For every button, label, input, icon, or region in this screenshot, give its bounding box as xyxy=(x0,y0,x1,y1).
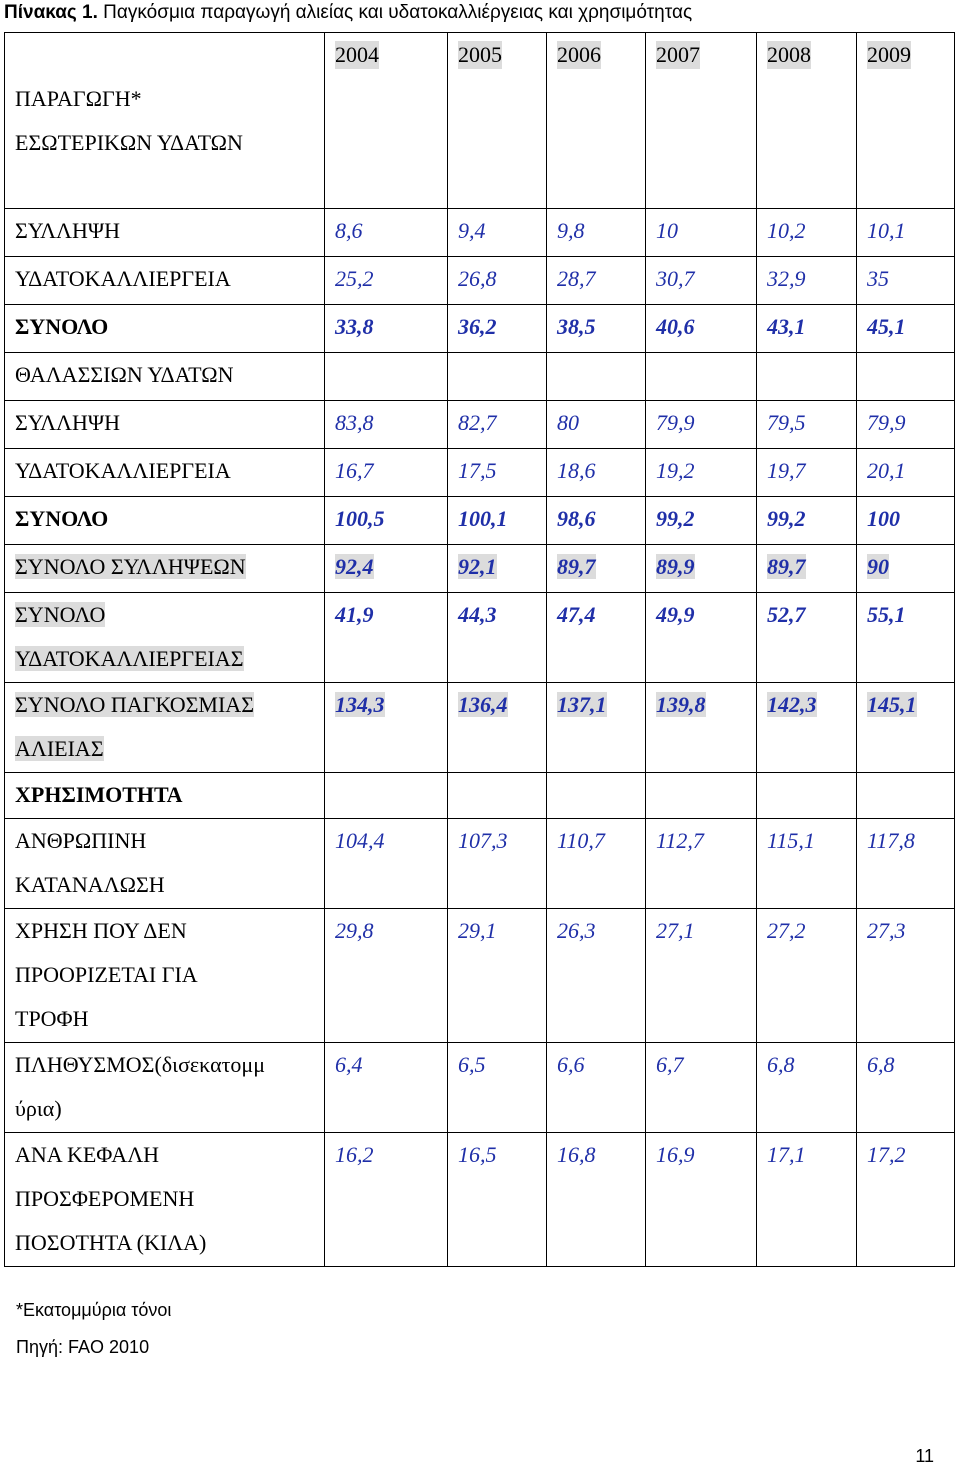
value-text: 80 xyxy=(557,410,579,435)
year-cell xyxy=(547,33,646,209)
row-label-cell xyxy=(5,497,325,545)
value-cell xyxy=(646,353,757,401)
value-cell xyxy=(448,819,547,909)
value-text: 92,1 xyxy=(458,554,497,579)
value-text: 52,7 xyxy=(767,602,806,627)
value-cell xyxy=(448,401,547,449)
value-text: 45,1 xyxy=(867,314,906,339)
value-cell xyxy=(857,257,955,305)
value-text: 92,4 xyxy=(335,554,374,579)
value-cell xyxy=(325,1043,448,1133)
year-cell xyxy=(448,33,547,209)
value-text: 117,8 xyxy=(867,828,915,853)
value-text: 6,6 xyxy=(557,1052,585,1077)
value-cell xyxy=(547,449,646,497)
value-text: 27,1 xyxy=(656,918,695,943)
value-text: 47,4 xyxy=(557,602,596,627)
row-label: ύρια) xyxy=(15,1096,62,1121)
row-label-cell xyxy=(5,1133,325,1267)
value-cell xyxy=(646,497,757,545)
value-cell xyxy=(857,819,955,909)
value-text: 79,5 xyxy=(767,410,806,435)
value-text: 6,7 xyxy=(656,1052,684,1077)
value-cell xyxy=(325,909,448,1043)
value-text: 26,8 xyxy=(458,266,497,291)
value-cell xyxy=(757,773,857,819)
value-cell xyxy=(448,773,547,819)
table-caption xyxy=(4,2,692,24)
value-text: 43,1 xyxy=(767,314,806,339)
value-cell xyxy=(757,1043,857,1133)
value-text: 27,2 xyxy=(767,918,806,943)
value-text: 104,4 xyxy=(335,828,385,853)
value-cell xyxy=(757,305,857,353)
year-cell xyxy=(325,33,448,209)
value-text: 107,3 xyxy=(458,828,508,853)
caption-prefix: Πίνακας 1. xyxy=(4,2,98,23)
value-cell xyxy=(757,545,857,593)
value-cell xyxy=(448,449,547,497)
row-label: ΑΛΙΕΙΑΣ xyxy=(15,736,104,761)
table-row xyxy=(5,773,955,819)
value-text: 6,8 xyxy=(867,1052,895,1077)
row-label-cell xyxy=(5,819,325,909)
value-text: 28,7 xyxy=(557,266,596,291)
value-text: 55,1 xyxy=(867,602,906,627)
value-cell xyxy=(547,497,646,545)
value-cell xyxy=(547,401,646,449)
value-cell xyxy=(857,773,955,819)
value-text: 8,6 xyxy=(335,218,363,243)
value-text: 16,9 xyxy=(656,1142,695,1167)
value-text: 100,1 xyxy=(458,506,508,531)
value-cell xyxy=(857,497,955,545)
value-cell xyxy=(448,593,547,683)
value-text: 18,6 xyxy=(557,458,596,483)
value-text: 20,1 xyxy=(867,458,906,483)
value-cell xyxy=(757,819,857,909)
value-cell xyxy=(547,305,646,353)
row-label-cell xyxy=(5,909,325,1043)
header-line-1: ΠΑΡΑΓΩΓΗ* xyxy=(15,86,142,111)
value-cell xyxy=(646,449,757,497)
value-cell xyxy=(547,683,646,773)
year-cell xyxy=(757,33,857,209)
value-cell xyxy=(646,401,757,449)
value-text: 139,8 xyxy=(656,692,706,717)
value-text: 40,6 xyxy=(656,314,695,339)
row-label: ΣΥΝΟΛΟ xyxy=(15,506,109,531)
value-text: 9,4 xyxy=(458,218,486,243)
table-row xyxy=(5,545,955,593)
value-text: 10,1 xyxy=(867,218,906,243)
value-text: 29,8 xyxy=(335,918,374,943)
year-label: 2004 xyxy=(335,42,379,67)
value-text: 6,4 xyxy=(335,1052,363,1077)
production-table xyxy=(4,32,955,1267)
value-text: 26,3 xyxy=(557,918,596,943)
row-label-cell xyxy=(5,209,325,257)
value-cell xyxy=(646,1133,757,1267)
value-cell xyxy=(448,305,547,353)
year-label: 2007 xyxy=(656,42,700,67)
value-cell xyxy=(757,909,857,1043)
value-text: 89,7 xyxy=(557,554,596,579)
row-label: ΣΥΝΟΛΟ ΠΑΓΚΟΣΜΙΑΣ xyxy=(15,692,254,717)
value-text: 38,5 xyxy=(557,314,596,339)
value-text: 9,8 xyxy=(557,218,585,243)
value-text: 16,5 xyxy=(458,1142,497,1167)
row-label: ΣΥΝΟΛΟ xyxy=(15,314,109,339)
value-text: 145,1 xyxy=(867,692,917,717)
row-label-cell xyxy=(5,545,325,593)
value-text: 29,1 xyxy=(458,918,497,943)
row-label-cell xyxy=(5,257,325,305)
table-row xyxy=(5,683,955,773)
value-text: 100,5 xyxy=(335,506,385,531)
value-cell xyxy=(857,545,955,593)
table-row xyxy=(5,497,955,545)
value-cell xyxy=(547,819,646,909)
value-cell xyxy=(646,819,757,909)
value-cell xyxy=(857,353,955,401)
year-label: 2008 xyxy=(767,42,811,67)
value-text: 79,9 xyxy=(656,410,695,435)
value-cell xyxy=(325,773,448,819)
value-text: 137,1 xyxy=(557,692,607,717)
value-cell xyxy=(448,909,547,1043)
value-cell xyxy=(547,909,646,1043)
value-cell xyxy=(857,1133,955,1267)
row-label: ΠΡΟΟΡΙΖΕΤΑΙ ΓΙΑ xyxy=(15,962,198,987)
value-text: 6,8 xyxy=(767,1052,795,1077)
value-text: 35 xyxy=(867,266,889,291)
table-row xyxy=(5,1043,955,1133)
row-label-cell xyxy=(5,773,325,819)
value-text: 49,9 xyxy=(656,602,695,627)
row-label: ΥΔΑΤΟΚΑΛΛΙΕΡΓΕΙΑΣ xyxy=(15,646,244,671)
row-label: ΣΥΝΟΛΟ xyxy=(15,602,106,627)
source-note: Πηγή: FAO 2010 xyxy=(16,1337,150,1357)
value-text: 136,4 xyxy=(458,692,508,717)
value-cell xyxy=(646,1043,757,1133)
value-text: 33,8 xyxy=(335,314,374,339)
value-cell xyxy=(547,353,646,401)
value-text: 16,2 xyxy=(335,1142,374,1167)
value-text: 36,2 xyxy=(458,314,497,339)
row-label: ΠΟΣΟΤΗΤΑ (ΚΙΛΑ) xyxy=(15,1230,207,1255)
row-label-cell xyxy=(5,449,325,497)
value-cell xyxy=(857,909,955,1043)
value-cell xyxy=(757,497,857,545)
value-cell xyxy=(448,683,547,773)
year-label: 2009 xyxy=(867,42,911,67)
row-label-cell xyxy=(5,353,325,401)
table-row xyxy=(5,305,955,353)
value-cell xyxy=(857,305,955,353)
year-cell xyxy=(646,33,757,209)
row-label: ΠΡΟΣΦΕΡΟΜΕΝΗ xyxy=(15,1186,195,1211)
value-text: 27,3 xyxy=(867,918,906,943)
value-cell xyxy=(757,1133,857,1267)
value-text: 41,9 xyxy=(335,602,374,627)
value-cell xyxy=(325,305,448,353)
value-cell xyxy=(646,209,757,257)
value-cell xyxy=(325,497,448,545)
value-text: 99,2 xyxy=(767,506,806,531)
value-text: 10 xyxy=(656,218,678,243)
value-cell xyxy=(325,683,448,773)
row-label-cell xyxy=(5,1043,325,1133)
value-text: 44,3 xyxy=(458,602,497,627)
footnote: *Εκατομμύρια τόνοι xyxy=(16,1300,172,1320)
table-row xyxy=(5,909,955,1043)
value-cell xyxy=(857,593,955,683)
value-cell xyxy=(646,909,757,1043)
row-label: ΥΔΑΤΟΚΑΛΛΙΕΡΓΕΙΑ xyxy=(15,266,231,291)
value-cell xyxy=(325,1133,448,1267)
value-cell xyxy=(547,545,646,593)
value-cell xyxy=(646,593,757,683)
value-text: 17,2 xyxy=(867,1142,906,1167)
value-text: 30,7 xyxy=(656,266,695,291)
caption-text: Παγκόσμια παραγωγή αλιείας και υδατοκαλλιέργειας και χρησιμότητας xyxy=(97,2,693,23)
value-cell xyxy=(857,683,955,773)
header-line-2: ΕΣΩΤΕΡΙΚΩΝ ΥΔΑΤΩΝ xyxy=(15,130,243,155)
value-cell xyxy=(757,449,857,497)
header-cell xyxy=(5,33,325,209)
value-text: 134,3 xyxy=(335,692,385,717)
row-label: ΣΥΝΟΛΟ ΣΥΛΛΗΨΕΩΝ xyxy=(15,554,246,579)
value-cell xyxy=(646,305,757,353)
value-cell xyxy=(325,819,448,909)
value-cell xyxy=(547,257,646,305)
year-label: 2005 xyxy=(458,42,502,67)
value-text: 89,7 xyxy=(767,554,806,579)
value-cell xyxy=(547,209,646,257)
value-cell xyxy=(547,1133,646,1267)
value-text: 19,2 xyxy=(656,458,695,483)
table-row xyxy=(5,819,955,909)
value-cell xyxy=(547,1043,646,1133)
value-text: 25,2 xyxy=(335,266,374,291)
value-cell xyxy=(757,209,857,257)
row-label-cell xyxy=(5,683,325,773)
row-label-cell xyxy=(5,593,325,683)
value-cell xyxy=(547,593,646,683)
value-text: 99,2 xyxy=(656,506,695,531)
table-row xyxy=(5,209,955,257)
value-cell xyxy=(448,545,547,593)
value-cell xyxy=(547,773,646,819)
value-cell xyxy=(757,401,857,449)
value-cell xyxy=(757,353,857,401)
value-text: 82,7 xyxy=(458,410,497,435)
row-label: ΑΝΑ ΚΕΦΑΛΗ xyxy=(15,1142,160,1167)
value-text: 83,8 xyxy=(335,410,374,435)
row-label: ΚΑΤΑΝΑΛΩΣΗ xyxy=(15,872,165,897)
year-label: 2006 xyxy=(557,42,601,67)
table-row xyxy=(5,449,955,497)
value-cell xyxy=(857,401,955,449)
row-label: ΧΡΗΣΗ ΠΟΥ ΔΕΝ xyxy=(15,918,187,943)
value-text: 16,8 xyxy=(557,1142,596,1167)
row-label-cell xyxy=(5,401,325,449)
value-cell xyxy=(448,1043,547,1133)
value-cell xyxy=(325,257,448,305)
value-cell xyxy=(857,1043,955,1133)
value-text: 17,1 xyxy=(767,1142,806,1167)
table-row xyxy=(5,257,955,305)
value-cell xyxy=(448,353,547,401)
row-label: ΠΛΗΘΥΣΜΟΣ(δισεκατομμ xyxy=(15,1052,266,1077)
row-label: ΤΡΟΦΗ xyxy=(15,1006,89,1031)
row-label: ΑΝΘΡΩΠΙΝΗ xyxy=(15,828,147,853)
value-text: 90 xyxy=(867,554,889,579)
row-label: ΣΥΛΛΗΨΗ xyxy=(15,410,120,435)
page-number: 11 xyxy=(915,1446,934,1466)
value-text: 17,5 xyxy=(458,458,497,483)
value-cell xyxy=(646,257,757,305)
value-text: 10,2 xyxy=(767,218,806,243)
value-cell xyxy=(448,1133,547,1267)
value-cell xyxy=(325,449,448,497)
value-text: 142,3 xyxy=(767,692,817,717)
value-text: 19,7 xyxy=(767,458,806,483)
row-label: ΣΥΛΛΗΨΗ xyxy=(15,218,120,243)
header-row xyxy=(5,33,955,209)
value-cell xyxy=(325,401,448,449)
value-text: 115,1 xyxy=(767,828,815,853)
value-text: 32,9 xyxy=(767,266,806,291)
value-text: 98,6 xyxy=(557,506,596,531)
value-text: 100 xyxy=(867,506,900,531)
year-cell xyxy=(857,33,955,209)
value-cell xyxy=(325,209,448,257)
value-cell xyxy=(857,449,955,497)
value-text: 6,5 xyxy=(458,1052,486,1077)
value-cell xyxy=(325,353,448,401)
table-row xyxy=(5,401,955,449)
value-cell xyxy=(857,209,955,257)
value-cell xyxy=(325,593,448,683)
value-cell xyxy=(646,545,757,593)
table-body xyxy=(5,33,955,1267)
value-text: 110,7 xyxy=(557,828,605,853)
value-cell xyxy=(448,497,547,545)
row-label: ΘΑΛΑΣΣΙΩΝ ΥΔΑΤΩΝ xyxy=(15,362,234,387)
value-cell xyxy=(646,773,757,819)
value-text: 112,7 xyxy=(656,828,704,853)
value-cell xyxy=(757,593,857,683)
value-cell xyxy=(757,257,857,305)
table-row xyxy=(5,593,955,683)
row-label: ΧΡΗΣΙΜΟΤΗΤΑ xyxy=(15,782,183,807)
value-cell xyxy=(325,545,448,593)
value-cell xyxy=(448,257,547,305)
row-label-cell xyxy=(5,305,325,353)
table-row xyxy=(5,353,955,401)
value-text: 16,7 xyxy=(335,458,374,483)
value-cell xyxy=(646,683,757,773)
value-cell xyxy=(757,683,857,773)
table-row xyxy=(5,1133,955,1267)
value-text: 89,9 xyxy=(656,554,695,579)
row-label: ΥΔΑΤΟΚΑΛΛΙΕΡΓΕΙΑ xyxy=(15,458,231,483)
value-cell xyxy=(448,209,547,257)
value-text: 79,9 xyxy=(867,410,906,435)
